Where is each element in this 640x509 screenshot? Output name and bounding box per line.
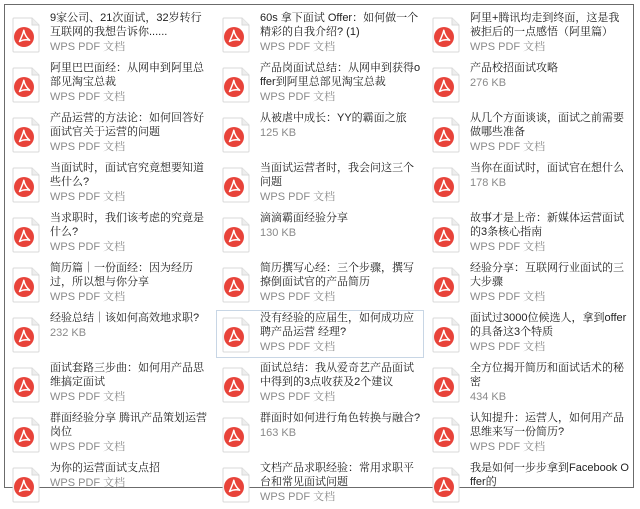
file-type-label: WPS PDF 文档	[50, 441, 126, 453]
pdf-file-icon	[11, 267, 41, 303]
file-type-label: WPS PDF 文档	[470, 41, 546, 53]
file-item[interactable]	[215, 209, 425, 259]
file-item[interactable]	[5, 159, 215, 209]
file-item[interactable]	[5, 409, 215, 459]
file-name: 认知提升：运营人，如何用产品思维来写一份简历?	[470, 412, 624, 438]
file-item[interactable]	[425, 359, 633, 409]
pdf-file-icon	[431, 417, 461, 453]
pdf-file-icon	[431, 267, 461, 303]
file-type-label: WPS PDF 文档	[50, 291, 126, 303]
file-type-label: WPS PDF 文档	[470, 341, 546, 353]
file-type-label: WPS PDF 文档	[470, 141, 546, 153]
file-item[interactable]	[425, 109, 633, 159]
file-item[interactable]	[215, 159, 425, 209]
file-type-label: WPS PDF 文档	[260, 291, 336, 303]
file-type-label: 232 KB	[50, 327, 87, 339]
file-type-label: 163 KB	[260, 427, 297, 439]
file-type-label: WPS PDF 文档	[470, 441, 546, 453]
file-item[interactable]	[215, 9, 425, 59]
pdf-file-icon	[221, 417, 251, 453]
file-type-label: 434 KB	[470, 391, 507, 403]
file-type-label: WPS PDF 文档	[50, 91, 126, 103]
file-name: 没有经验的应届生，如何成功应聘产品运营 经理?	[260, 312, 414, 338]
file-item[interactable]	[425, 259, 633, 309]
file-item[interactable]	[425, 409, 633, 459]
file-item[interactable]	[425, 309, 633, 359]
file-name: 简历篇｜一份面经：因为经历过，所以想与你分享	[50, 262, 193, 288]
file-name: 简历撰写心经：三个步骤，撰写撩倒面试官的产品简历	[260, 262, 414, 288]
file-item[interactable]	[5, 259, 215, 309]
file-type-label: WPS PDF 文档	[50, 391, 126, 403]
pdf-file-icon	[11, 17, 41, 53]
file-type-label: WPS PDF 文档	[260, 91, 336, 103]
file-browser-pane	[4, 4, 634, 503]
file-name: 从几个方面谈谈，面试之前需要做哪些准备	[470, 112, 624, 138]
file-name: 阿里巴巴面经：从网申到阿里总部见淘宝总裁	[50, 62, 204, 88]
pdf-file-icon	[11, 117, 41, 153]
pdf-file-icon	[11, 167, 41, 203]
file-item[interactable]	[5, 59, 215, 109]
pdf-file-icon	[11, 67, 41, 103]
file-type-label: WPS PDF 文档	[50, 241, 126, 253]
pdf-file-icon	[11, 317, 41, 353]
file-name: 当你在面试时，面试官在想什么	[470, 162, 624, 174]
file-type-label: WPS PDF 文档	[260, 191, 336, 203]
pdf-file-icon	[11, 467, 41, 503]
file-item[interactable]	[215, 359, 425, 409]
file-name: 产品运营的方法论：如何回答好面试官关于运营的问题	[50, 112, 204, 138]
file-name: 故事才是上帝：新媒体运营面试的3条核心指南	[470, 212, 624, 238]
pdf-file-icon	[221, 167, 251, 203]
file-item[interactable]	[215, 409, 425, 459]
file-name: 群面时如何进行角色转换与融合?	[260, 412, 421, 424]
file-type-label: WPS PDF 文档	[470, 241, 546, 253]
file-name: 当面试时，面试官究竟想要知道些什么?	[50, 162, 204, 188]
pdf-file-icon	[431, 367, 461, 403]
file-item[interactable]	[425, 59, 633, 109]
pdf-file-icon	[221, 17, 251, 53]
pdf-file-icon	[11, 417, 41, 453]
file-type-label: 125 KB	[260, 127, 297, 139]
pdf-file-icon	[221, 367, 251, 403]
file-item[interactable]	[5, 9, 215, 59]
file-type-label: WPS PDF 文档	[50, 191, 126, 203]
file-name: 面试过3000位候选人，拿到offer的具备这3个特质	[470, 312, 627, 338]
file-name: 全方位揭开简历和面试话术的秘密	[470, 362, 624, 388]
pdf-file-icon	[221, 317, 251, 353]
pdf-file-icon	[221, 217, 251, 253]
pdf-file-icon	[221, 117, 251, 153]
file-name: 阿里+腾讯均走到终面，这是我被拒后的一点感悟（阿里篇）	[470, 12, 620, 38]
file-name: 我是如何一步步拿到Facebook Offer的	[470, 462, 629, 488]
file-type-label: WPS PDF 文档	[50, 141, 126, 153]
file-name: 面试套路三步曲：如何用产品思维搞定面试	[50, 362, 204, 388]
file-name: 当求职时，我们该考虑的究竟是什么?	[50, 212, 204, 238]
file-item[interactable]	[215, 259, 425, 309]
file-type-label: WPS PDF 文档	[50, 477, 126, 489]
file-type-label: 276 KB	[470, 77, 507, 89]
file-name: 滴滴霸面经验分享	[260, 212, 348, 224]
file-type-label: WPS PDF 文档	[260, 341, 336, 353]
file-name: 当面试运营者时，我会问这三个问题	[260, 162, 414, 188]
pdf-file-icon	[431, 167, 461, 203]
file-item[interactable]	[5, 309, 215, 359]
file-item[interactable]	[5, 359, 215, 409]
file-item[interactable]	[5, 459, 215, 509]
pdf-file-icon	[431, 17, 461, 53]
file-item[interactable]	[5, 109, 215, 159]
pdf-file-icon	[11, 367, 41, 403]
file-item[interactable]	[425, 9, 633, 59]
file-name: 从被虐中成长：YY的霸面之旅	[260, 112, 407, 124]
file-name: 文档产品求职经验：常用求职平台和常见面试问题	[260, 462, 414, 488]
pdf-file-icon	[431, 317, 461, 353]
pdf-file-icon	[221, 267, 251, 303]
file-name: 60s 拿下面试 Offer：如何做一个精彩的自我介绍? (1)	[260, 12, 419, 38]
file-item[interactable]	[215, 59, 425, 109]
file-item[interactable]	[425, 459, 633, 509]
file-type-label: WPS PDF 文档	[470, 291, 546, 303]
file-type-label: 130 KB	[260, 227, 297, 239]
file-name: 经验总结｜该如何高效地求职?	[50, 312, 200, 324]
file-type-label: WPS PDF 文档	[260, 41, 336, 53]
file-name: 经验分享：互联网行业面试的三大步骤	[470, 262, 624, 288]
file-type-label: WPS PDF 文档	[260, 491, 336, 503]
file-type-label: 178 KB	[470, 177, 507, 189]
file-type-label: WPS PDF 文档	[50, 41, 126, 53]
pdf-file-icon	[221, 467, 251, 503]
pdf-file-icon	[11, 217, 41, 253]
file-item[interactable]	[425, 209, 633, 259]
pdf-file-icon	[431, 217, 461, 253]
file-name: 9家公司、21次面试，32岁转行互联网的我想告诉你......	[50, 12, 202, 38]
pdf-file-icon	[431, 67, 461, 103]
file-item[interactable]	[215, 459, 425, 509]
file-item[interactable]	[215, 309, 425, 359]
file-item[interactable]	[5, 209, 215, 259]
file-item[interactable]	[425, 159, 633, 209]
pdf-file-icon	[431, 117, 461, 153]
pdf-file-icon	[431, 467, 461, 503]
file-name: 群面经验分享 腾讯产品策划运营岗位	[50, 412, 208, 438]
file-name: 为你的运营面试支点招	[50, 462, 160, 474]
file-item[interactable]	[215, 109, 425, 159]
file-name: 产品校招面试攻略	[470, 62, 558, 74]
file-name: 面试总结：我从爱奇艺产品面试中得到的3点收获及2个建议	[260, 362, 414, 388]
file-grid	[5, 5, 633, 503]
file-name: 产品岗面试总结：从网申到获得offer到阿里总部见淘宝总裁	[260, 62, 421, 88]
pdf-file-icon	[221, 67, 251, 103]
file-type-label: WPS PDF 文档	[260, 391, 336, 403]
